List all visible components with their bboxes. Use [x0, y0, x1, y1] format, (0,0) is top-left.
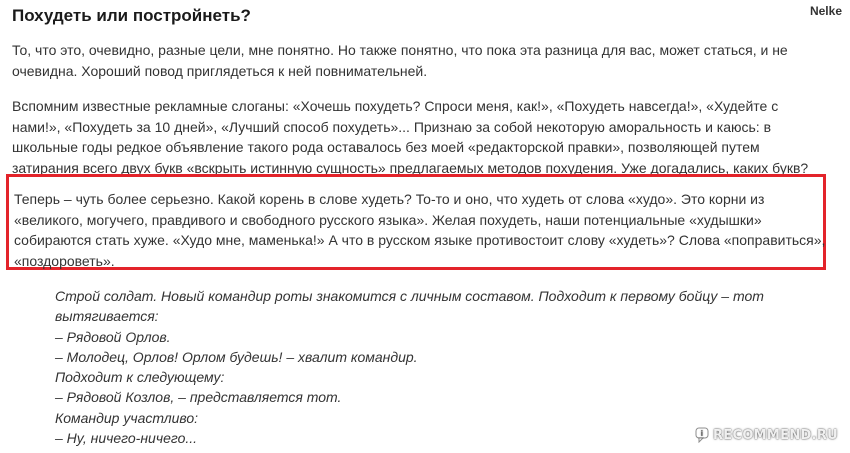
quote-line: Командир участливо:: [55, 409, 199, 426]
paragraph-3-highlighted: [14, 189, 840, 271]
svg-text:i: i: [700, 429, 704, 438]
paragraph-2: [12, 96, 838, 178]
recommend-logo-icon: [695, 427, 709, 443]
quote-line: вытягивается:: [55, 308, 159, 325]
paragraph-line: Теперь – чуть более серьезно. Какой корень в слове худеть? То-то и оно, что худеть от слова «худо». Это корни из: [14, 191, 765, 207]
quote-block: [55, 286, 764, 448]
quote-line: – Рядовой Орлов.: [55, 328, 171, 345]
paragraph-line: «поздороветь».: [14, 252, 115, 269]
quote-line: Строй солдат. Новый командир роты знакомится с личным составом. Подходит к первому бойцу – тот: [55, 288, 764, 304]
paragraph-line: собираются стать хуже. «Худо мне, маменька!» А что в русском языке противостоит слову «худеть»? Слова «поправиться»,: [14, 232, 826, 248]
paragraph-line: То, что это, очевидно, разные цели, мне понятно. Но также понятно, что пока эта разница для вас, может статься, и не: [12, 42, 788, 58]
watermark-text: RECOMMEND.RU: [712, 427, 838, 443]
paragraph-line: школьные годы редкое объявление такого рода оставалось без моей «редакторской правки», позволяющей путем: [12, 139, 760, 155]
quote-line: – Рядовой Козлов, – представляется тот.: [55, 389, 342, 406]
quote-line: – Ну, ничего-ничего...: [55, 430, 198, 447]
paragraph-line: Вспомним известные рекламные слоганы: «Хочешь похудеть? Спроси меня, как!», «Похудеть навсегда!», «Худейте с: [12, 98, 779, 114]
paragraph-line: очевидна. Хороший повод приглядеться к ней повнимательней.: [12, 62, 428, 79]
author-name[interactable]: Nelke: [809, 4, 842, 18]
watermark: [695, 427, 838, 443]
paragraph-line: «великого, могучего, правдивого и свободного русского языка». Желая похудеть, наши потенциальные «худышки»: [14, 211, 762, 228]
paragraph-line: нами!», «Похудеть за 10 дней», «Лучший способ похудеть»... Признаю за собой некоторую аморальность и каюсь: в: [12, 118, 772, 135]
quote-line: Подходит к следующему:: [55, 369, 225, 386]
paragraph-1: [12, 40, 838, 81]
quote-line: – Молодец, Орлов! Орлом будешь! – хвалит командир.: [55, 348, 418, 365]
paragraph-line: затирания всего двух букв «вскрыть истинную сущность» предлагаемых методов похудения. Уже догадались, каких букв?: [12, 159, 809, 176]
article-title: Похудеть или постройнеть?: [12, 6, 251, 25]
